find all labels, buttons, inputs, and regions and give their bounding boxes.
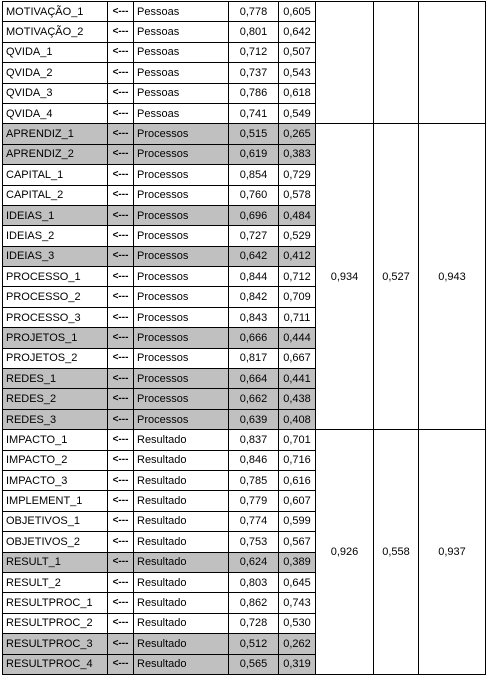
arrow-symbol: <--- bbox=[108, 409, 134, 429]
construct-name: Processos bbox=[134, 165, 229, 185]
factor-loading: 0,846 bbox=[229, 450, 279, 470]
construct-name: Resultado bbox=[134, 613, 229, 633]
factor-loading: 0,774 bbox=[229, 511, 279, 531]
indicator-name: CAPITAL_2 bbox=[3, 185, 108, 205]
squared-loading: 0,408 bbox=[279, 409, 316, 429]
squared-loading: 0,599 bbox=[279, 511, 316, 531]
table-row bbox=[3, 430, 486, 450]
construct-name: Pessoas bbox=[134, 22, 229, 42]
squared-loading: 0,616 bbox=[279, 470, 316, 490]
arrow-symbol: <--- bbox=[108, 348, 134, 368]
construct-name: Processos bbox=[134, 369, 229, 389]
indicator-name: PROJETOS_1 bbox=[3, 328, 108, 348]
ave-value: 0,558 bbox=[374, 430, 419, 675]
factor-loading: 0,624 bbox=[229, 552, 279, 572]
construct-name: Processos bbox=[134, 307, 229, 327]
construct-name: Resultado bbox=[134, 634, 229, 654]
factor-loading: 0,662 bbox=[229, 389, 279, 409]
arrow-symbol: <--- bbox=[108, 369, 134, 389]
indicator-name: REDES_1 bbox=[3, 369, 108, 389]
factor-loading: 0,515 bbox=[229, 124, 279, 144]
arrow-symbol: <--- bbox=[108, 491, 134, 511]
construct-name: Resultado bbox=[134, 430, 229, 450]
squared-loading: 0,441 bbox=[279, 369, 316, 389]
factor-loading: 0,843 bbox=[229, 307, 279, 327]
factor-loading: 0,760 bbox=[229, 185, 279, 205]
indicator-name: IDEIAS_3 bbox=[3, 246, 108, 266]
squared-loading: 0,618 bbox=[279, 83, 316, 103]
squared-loading: 0,438 bbox=[279, 389, 316, 409]
factor-loading: 0,801 bbox=[229, 22, 279, 42]
construct-name: Processos bbox=[134, 185, 229, 205]
arrow-symbol: <--- bbox=[108, 634, 134, 654]
factor-loading: 0,778 bbox=[229, 2, 279, 22]
reliability-index: 0,943 bbox=[419, 124, 486, 430]
squared-loading: 0,645 bbox=[279, 572, 316, 592]
indicator-name: PROCESSO_3 bbox=[3, 307, 108, 327]
indicator-name: OBJETIVOS_2 bbox=[3, 532, 108, 552]
arrow-symbol: <--- bbox=[108, 430, 134, 450]
indicator-name: APRENDIZ_1 bbox=[3, 124, 108, 144]
squared-loading: 0,642 bbox=[279, 22, 316, 42]
arrow-symbol: <--- bbox=[108, 613, 134, 633]
indicator-name: RESULTPROC_1 bbox=[3, 593, 108, 613]
arrow-symbol: <--- bbox=[108, 83, 134, 103]
indicator-name: RESULT_1 bbox=[3, 552, 108, 572]
squared-loading: 0,389 bbox=[279, 552, 316, 572]
construct-name: Processos bbox=[134, 144, 229, 164]
arrow-symbol: <--- bbox=[108, 267, 134, 287]
indicator-name: PROCESSO_1 bbox=[3, 267, 108, 287]
factor-loading: 0,817 bbox=[229, 348, 279, 368]
arrow-symbol: <--- bbox=[108, 470, 134, 490]
squared-loading: 0,549 bbox=[279, 103, 316, 123]
squared-loading: 0,607 bbox=[279, 491, 316, 511]
factor-loading: 0,696 bbox=[229, 205, 279, 225]
arrow-symbol: <--- bbox=[108, 552, 134, 572]
factor-loading: 0,753 bbox=[229, 532, 279, 552]
indicator-name: CAPITAL_1 bbox=[3, 165, 108, 185]
arrow-symbol: <--- bbox=[108, 532, 134, 552]
construct-name: Processos bbox=[134, 348, 229, 368]
construct-name: Resultado bbox=[134, 511, 229, 531]
loadings-table-body bbox=[3, 2, 486, 675]
squared-loading: 0,711 bbox=[279, 307, 316, 327]
indicator-name: IMPLEMENT_1 bbox=[3, 491, 108, 511]
arrow-symbol: <--- bbox=[108, 328, 134, 348]
ave-value bbox=[374, 2, 419, 124]
factor-loading: 0,779 bbox=[229, 491, 279, 511]
squared-loading: 0,412 bbox=[279, 246, 316, 266]
ave-value: 0,527 bbox=[374, 124, 419, 430]
factor-loading: 0,842 bbox=[229, 287, 279, 307]
construct-name: Pessoas bbox=[134, 42, 229, 62]
squared-loading: 0,712 bbox=[279, 267, 316, 287]
construct-name: Processos bbox=[134, 246, 229, 266]
arrow-symbol: <--- bbox=[108, 307, 134, 327]
factor-loading: 0,862 bbox=[229, 593, 279, 613]
table-row bbox=[3, 124, 486, 144]
table-row bbox=[3, 2, 486, 22]
squared-loading: 0,543 bbox=[279, 63, 316, 83]
construct-name: Processos bbox=[134, 205, 229, 225]
indicator-name: MOTIVAÇÃO_1 bbox=[3, 2, 108, 22]
squared-loading: 0,578 bbox=[279, 185, 316, 205]
squared-loading: 0,701 bbox=[279, 430, 316, 450]
construct-name: Pessoas bbox=[134, 2, 229, 22]
indicator-name: OBJETIVOS_1 bbox=[3, 511, 108, 531]
indicator-name: RESULTPROC_2 bbox=[3, 613, 108, 633]
squared-loading: 0,383 bbox=[279, 144, 316, 164]
arrow-symbol: <--- bbox=[108, 2, 134, 22]
arrow-symbol: <--- bbox=[108, 205, 134, 225]
factor-loading: 0,712 bbox=[229, 42, 279, 62]
construct-name: Resultado bbox=[134, 572, 229, 592]
indicator-name: IDEIAS_2 bbox=[3, 226, 108, 246]
arrow-symbol: <--- bbox=[108, 103, 134, 123]
indicator-name: RESULTPROC_3 bbox=[3, 634, 108, 654]
indicator-name: APRENDIZ_2 bbox=[3, 144, 108, 164]
construct-name: Processos bbox=[134, 287, 229, 307]
factor-loading: 0,642 bbox=[229, 246, 279, 266]
construct-name: Resultado bbox=[134, 470, 229, 490]
construct-name: Resultado bbox=[134, 532, 229, 552]
arrow-symbol: <--- bbox=[108, 185, 134, 205]
construct-name: Resultado bbox=[134, 450, 229, 470]
construct-name: Resultado bbox=[134, 552, 229, 572]
arrow-symbol: <--- bbox=[108, 144, 134, 164]
factor-loading: 0,664 bbox=[229, 369, 279, 389]
arrow-symbol: <--- bbox=[108, 572, 134, 592]
squared-loading: 0,605 bbox=[279, 2, 316, 22]
reliability-index bbox=[419, 2, 486, 124]
arrow-symbol: <--- bbox=[108, 165, 134, 185]
construct-name: Processos bbox=[134, 389, 229, 409]
squared-loading: 0,716 bbox=[279, 450, 316, 470]
indicator-name: MOTIVAÇÃO_2 bbox=[3, 22, 108, 42]
factor-loading: 0,837 bbox=[229, 430, 279, 450]
indicator-name: QVIDA_2 bbox=[3, 63, 108, 83]
indicator-name: QVIDA_3 bbox=[3, 83, 108, 103]
indicator-name: IMPACTO_1 bbox=[3, 430, 108, 450]
indicator-name: REDES_3 bbox=[3, 409, 108, 429]
construct-name: Resultado bbox=[134, 593, 229, 613]
squared-loading: 0,709 bbox=[279, 287, 316, 307]
factor-loading: 0,844 bbox=[229, 267, 279, 287]
arrow-symbol: <--- bbox=[108, 124, 134, 144]
indicator-name: IMPACTO_3 bbox=[3, 470, 108, 490]
indicator-name: QVIDA_1 bbox=[3, 42, 108, 62]
indicator-name: RESULTPROC_4 bbox=[3, 654, 108, 674]
factor-loading: 0,727 bbox=[229, 226, 279, 246]
construct-name: Processos bbox=[134, 267, 229, 287]
factor-loading: 0,565 bbox=[229, 654, 279, 674]
factor-loading: 0,741 bbox=[229, 103, 279, 123]
construct-name: Pessoas bbox=[134, 83, 229, 103]
construct-name: Pessoas bbox=[134, 103, 229, 123]
indicator-name: IDEIAS_1 bbox=[3, 205, 108, 225]
composite-reliability: 0,926 bbox=[316, 430, 374, 675]
factor-loading: 0,619 bbox=[229, 144, 279, 164]
arrow-symbol: <--- bbox=[108, 593, 134, 613]
squared-loading: 0,265 bbox=[279, 124, 316, 144]
arrow-symbol: <--- bbox=[108, 287, 134, 307]
factor-loading: 0,737 bbox=[229, 63, 279, 83]
composite-reliability: 0,934 bbox=[316, 124, 374, 430]
construct-name: Processos bbox=[134, 226, 229, 246]
construct-name: Resultado bbox=[134, 491, 229, 511]
squared-loading: 0,319 bbox=[279, 654, 316, 674]
squared-loading: 0,743 bbox=[279, 593, 316, 613]
arrow-symbol: <--- bbox=[108, 22, 134, 42]
factor-loading: 0,639 bbox=[229, 409, 279, 429]
loadings-table bbox=[2, 1, 486, 675]
factor-loading: 0,785 bbox=[229, 470, 279, 490]
factor-loading: 0,666 bbox=[229, 328, 279, 348]
arrow-symbol: <--- bbox=[108, 511, 134, 531]
indicator-name: PROJETOS_2 bbox=[3, 348, 108, 368]
indicator-name: REDES_2 bbox=[3, 389, 108, 409]
factor-loading: 0,854 bbox=[229, 165, 279, 185]
squared-loading: 0,729 bbox=[279, 165, 316, 185]
factor-loading: 0,786 bbox=[229, 83, 279, 103]
arrow-symbol: <--- bbox=[108, 450, 134, 470]
arrow-symbol: <--- bbox=[108, 654, 134, 674]
arrow-symbol: <--- bbox=[108, 226, 134, 246]
squared-loading: 0,530 bbox=[279, 613, 316, 633]
construct-name: Processos bbox=[134, 328, 229, 348]
construct-name: Pessoas bbox=[134, 63, 229, 83]
indicator-name: IMPACTO_2 bbox=[3, 450, 108, 470]
arrow-symbol: <--- bbox=[108, 63, 134, 83]
indicator-name: QVIDA_4 bbox=[3, 103, 108, 123]
squared-loading: 0,262 bbox=[279, 634, 316, 654]
indicator-name: RESULT_2 bbox=[3, 572, 108, 592]
squared-loading: 0,484 bbox=[279, 205, 316, 225]
factor-loading: 0,728 bbox=[229, 613, 279, 633]
squared-loading: 0,444 bbox=[279, 328, 316, 348]
squared-loading: 0,529 bbox=[279, 226, 316, 246]
arrow-symbol: <--- bbox=[108, 389, 134, 409]
squared-loading: 0,567 bbox=[279, 532, 316, 552]
reliability-index: 0,937 bbox=[419, 430, 486, 675]
arrow-symbol: <--- bbox=[108, 42, 134, 62]
factor-loading: 0,512 bbox=[229, 634, 279, 654]
construct-name: Processos bbox=[134, 409, 229, 429]
squared-loading: 0,667 bbox=[279, 348, 316, 368]
factor-loading: 0,803 bbox=[229, 572, 279, 592]
construct-name: Resultado bbox=[134, 654, 229, 674]
arrow-symbol: <--- bbox=[108, 246, 134, 266]
composite-reliability bbox=[316, 2, 374, 124]
squared-loading: 0,507 bbox=[279, 42, 316, 62]
construct-name: Processos bbox=[134, 124, 229, 144]
indicator-name: PROCESSO_2 bbox=[3, 287, 108, 307]
